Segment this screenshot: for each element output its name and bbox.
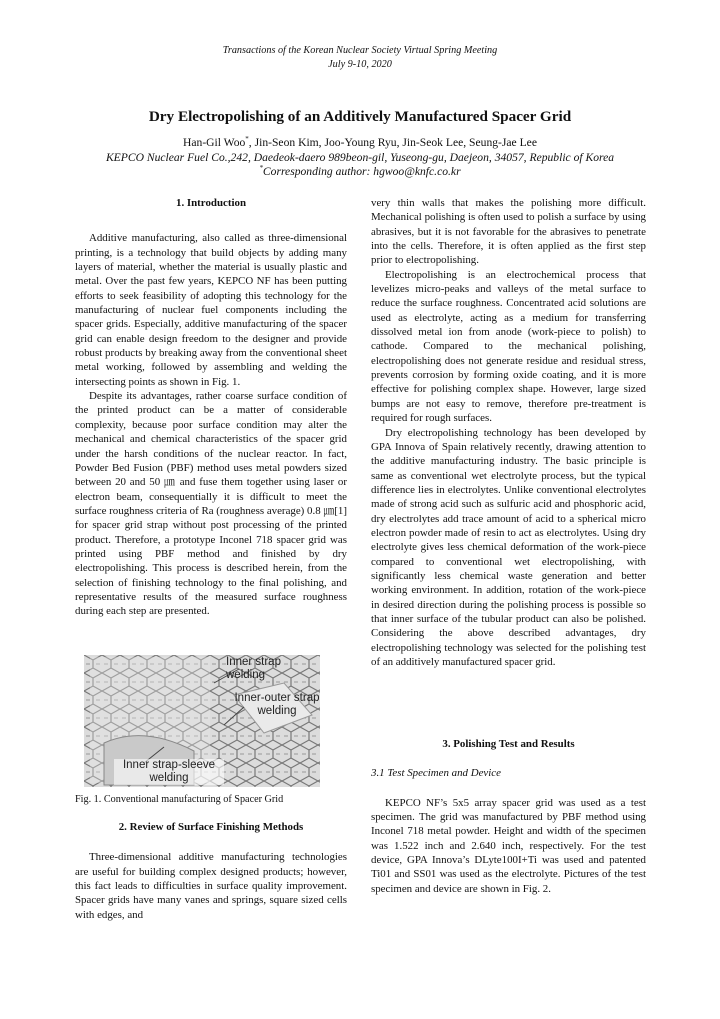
affiliation: KEPCO Nuclear Fuel Co.,242, Daedeok-daero 989beon-gil, Yuseong-gu, Daejeon, 34057, Republic of Korea bbox=[105, 150, 615, 164]
electropolishing-paragraph: Electropolishing is an electrochemical process that levelizes micro-peaks and valleys of the metal surface to reduce the surface roughness. Concentrated acid solutions are used as electrolyte, acting as a medium for transferring dissolved metal ion from anode (work-piece to polish) to cathode. Compared to the mechanical polishing, electropolishing does not generate residue and residual stress, prevents corrosion by forming oxide coating, and it is more effective for polishing complex shape. However, large sized bumps are not easy to remove, therefore pre-treatment is required for rough surfaces. bbox=[371, 268, 646, 425]
fig1-label-inner-strap: Inner strap welding bbox=[226, 656, 281, 681]
review-paragraph-continued: very thin walls that makes the polishing more difficult. Mechanical polishing is often used to polish a surface by using abrasives, but it is not favorable for the abrasives to penetrate into the cells. Therefore, it is often applied as the first step prior to electropolishing. bbox=[371, 197, 646, 267]
conference-header bbox=[0, 44, 720, 72]
specimen-subheading: 3.1 Test Specimen and Device bbox=[371, 767, 501, 780]
left-column bbox=[75, 196, 347, 619]
author-block bbox=[0, 136, 720, 180]
left-column-bottom bbox=[75, 820, 347, 922]
specimen-paragraph: KEPCO NF’s 5x5 array spacer grid was used as a test specimen. The grid was manufactured by PBF method using Inconel 718 metal powder. Height and width of the specimen was 1.522 inch and 2.640 inch, respectively. For the test device, GPA Innova’s DLyte100I+Ti was used and patented Ti01 and SS01 was used as the electrolyte. Pictures of the test specimen and device are shown in Fig. 2. bbox=[371, 796, 646, 895]
fig1-label-inner-outer: Inner-outer strap welding bbox=[234, 692, 320, 717]
figure-1-caption: Fig. 1. Conventional manufacturing of Spacer Grid bbox=[75, 794, 284, 805]
corresponding-mark-2: * bbox=[259, 164, 263, 173]
conference-name: Transactions of the Korean Nuclear Society Virtual Spring Meeting bbox=[222, 45, 498, 56]
right-column-bottom bbox=[371, 737, 646, 896]
corresponding-author-text: Corresponding author: hgwoo@knfc.co.kr bbox=[262, 165, 461, 178]
dry-electropolishing-paragraph: Dry electropolishing technology has been developed by GPA Innova of Spain relatively recently, drawing attention to the additive manufacturing industry. The basic principle is same as conventional wet electrolyte process, but the typical difference lies in electrolytes. Unlike conventional electrolytes made of strong acid such as sulfuric acid and phosphoric acid, dry electrolytes add trace amount of acid to a spherical micro electron powder made of resin to act as electrolytes. Using dry electrolyte gives less chemical deformation of the work-piece compared to conventional wet electropolishing, with significantly less chemical waste generation and better working environment. In addition, rotation of the work-piece in desired direction during the polishing process is possible so that inner surface of the tubular product can also be polished. Considering the above described advantages, dry electropolishing technology was selected for the polishing test of an additively manufactured spacer grid. bbox=[371, 426, 646, 668]
intro-paragraph-1: Additive manufacturing, also called as three-dimensional printing, is a technology that build objects by adding many layers of material, whether the material is usually plastic and metal. Over the past few years, KEPCO NF has been putting efforts to seek feasibility of adopting this technology for the manufacturing of nuclear fuel components including the spacer grids. Especially, additive manufacturing of the spacer grid can enable design freedom to the designer and provide robust products by breaking away from the conventional sheet metal working, followed by assembling and welding the intersecting points as shown in Fig. 1. bbox=[75, 232, 347, 388]
intro-paragraph-2: Despite its advantages, rather coarse surface condition of the printed product can be a matter of considerable complexity, because poor surface condition may alter the mechanical and chemical characteristics of the spacer grid under the harsh conditions of the nuclear reactor. In fact, Powder Bed Fusion (PBF) method uses metal powders sized between 20 and 50 ㎛ and fuse them together using laser or electron beam, consequentially it is difficult to meet the surface roughness criteria of Ra (roughness average) 0.8 ㎛[1] for spacer grid strap without post processing of the printed product. Therefore, a prototype Inconel 718 spacer grid was printed using PBF method and finished by dry electropolishing. This process is described herein, from the selection of finishing technology to the final polishing, and representative results of the measured surface roughness during each step are presented. bbox=[75, 390, 347, 618]
review-heading: 2. Review of Surface Finishing Methods bbox=[118, 821, 304, 833]
conference-date: July 9-10, 2020 bbox=[328, 59, 392, 70]
author-list bbox=[0, 136, 720, 151]
corresponding-mark: * bbox=[245, 135, 249, 144]
corresponding-author bbox=[0, 165, 720, 180]
paper-title: Dry Electropolishing of an Additively Manufactured Spacer Grid bbox=[148, 108, 572, 125]
intro-heading: 1. Introduction bbox=[176, 197, 246, 209]
figure-1-spacer-grid-image bbox=[84, 655, 320, 787]
results-heading: 3. Polishing Test and Results bbox=[442, 738, 575, 750]
first-author: Han-Gil Woo bbox=[183, 136, 246, 149]
fig1-label-inner-sleeve: Inner strap-sleeve welding bbox=[114, 759, 224, 785]
review-paragraph-1: Three-dimensional additive manufacturing technologies are useful for building complex designed products; however, this fact leads to difficulties in surface quality improvement. Spacer grids have many vanes and springs, square sized cells with edges, and bbox=[75, 851, 347, 921]
right-column bbox=[371, 196, 646, 669]
co-authors: , Jin-Seon Kim, Joo-Young Ryu, Jin-Seok Lee, Seung-Jae Lee bbox=[248, 136, 537, 149]
